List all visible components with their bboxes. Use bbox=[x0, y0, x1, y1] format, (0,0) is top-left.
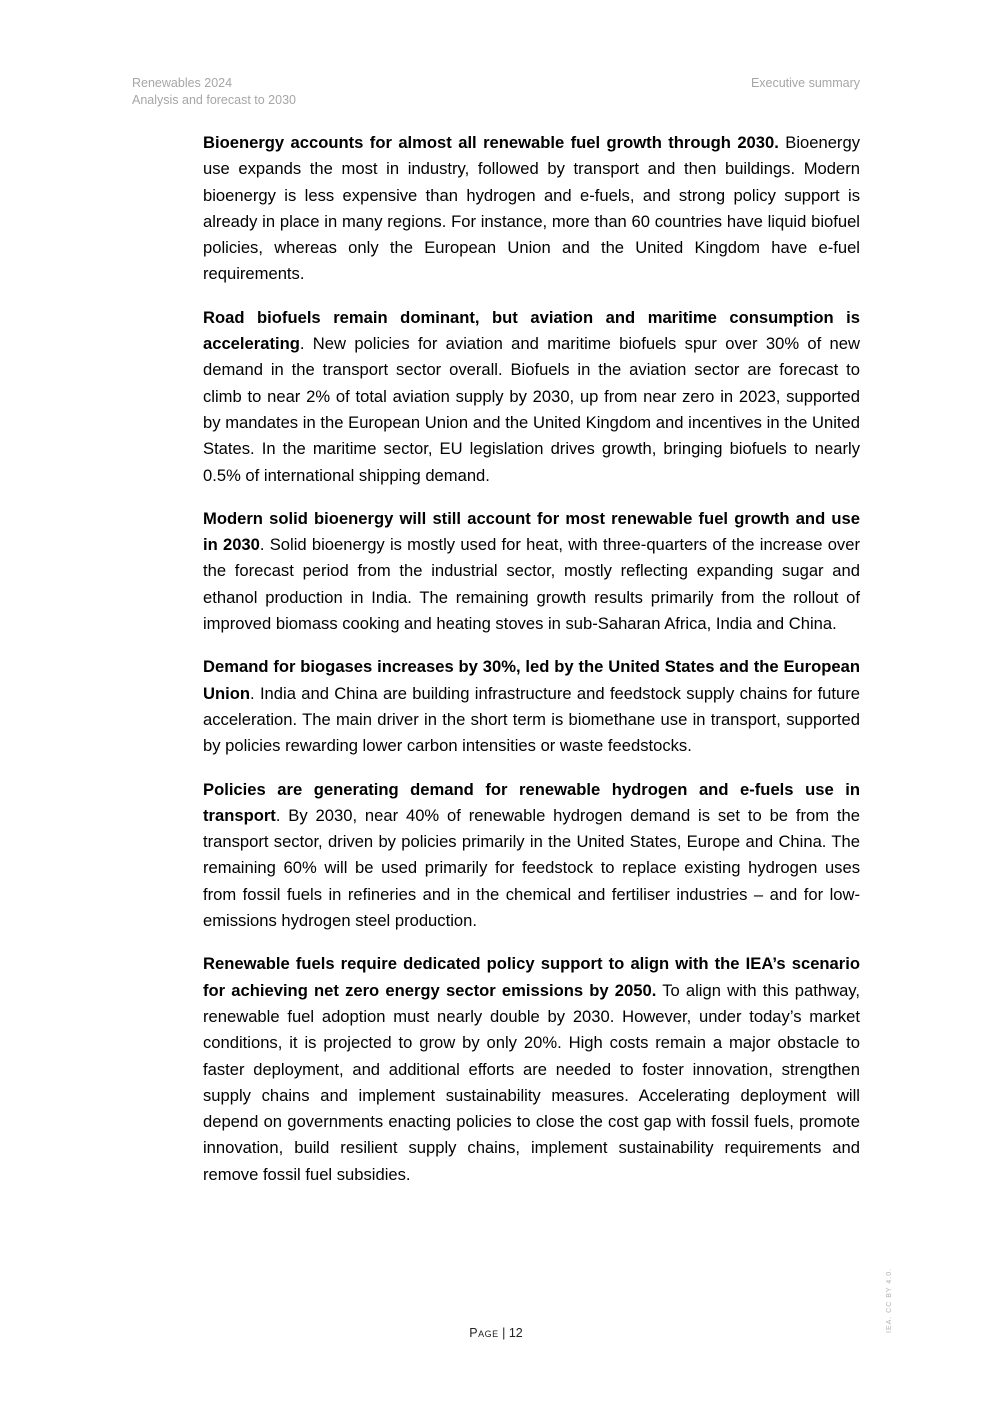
page-label: Page bbox=[469, 1326, 499, 1340]
paragraph-lead: Demand for biogases increases by 30%, led by the United States and the European Union bbox=[203, 657, 860, 703]
running-header-left bbox=[132, 75, 296, 109]
paragraph-body: . Solid bioenergy is mostly used for heat, with three-quarters of the increase over the forecast period from the industrial sector, mostly reflecting expanding sugar and ethanol production in India. The remaining growth results primarily from the rollout of improved biomass cooking and heating stoves in sub-Saharan Africa, India and China. bbox=[203, 535, 860, 634]
document-body bbox=[203, 130, 860, 1205]
paragraph-lead: Modern solid bioenergy will still account for most renewable fuel growth and use in 2030 bbox=[203, 508, 860, 555]
paragraph-lead: Bioenergy accounts for almost all renewable fuel growth through 2030. bbox=[203, 133, 779, 152]
paragraph-road-biofuels bbox=[203, 305, 860, 489]
paragraph-lead: Renewable fuels require dedicated policy support to align with the IEA’s scenario for achieving net zero energy sector emissions by 2050. bbox=[203, 954, 860, 1000]
paragraph-bioenergy bbox=[203, 130, 860, 288]
page-number: 12 bbox=[508, 1326, 523, 1340]
license-notice: IEA. CC BY 4.0. bbox=[886, 1267, 893, 1333]
report-subtitle: Analysis and forecast to 2030 bbox=[132, 93, 296, 107]
section-title: Executive summary bbox=[750, 76, 860, 90]
page-separator: | bbox=[498, 1326, 509, 1340]
paragraph-solid-bioenergy bbox=[203, 506, 860, 637]
report-title: Renewables 2024 bbox=[132, 76, 233, 90]
paragraph-biogases bbox=[203, 654, 860, 759]
paragraph-body: . New policies for aviation and maritime biofuels spur over 30% of new demand in the transport sector overall. Biofuels in the aviation sector are forecast to climb to near 2% of total aviation supply by 2030, up from near zero in 2023, supported by mandates in the European Union and the United Kingdom and incentives in the United States. In the maritime sector, EU legislation drives growth, bringing biofuels to nearly 0.5% of international shipping demand. bbox=[203, 334, 860, 485]
page-number-footer bbox=[0, 1326, 992, 1340]
paragraph-body: To align with this pathway, renewable fuel adoption must nearly double by 2030. However, under today’s market conditions, it is projected to grow by only 20%. High costs remain a major obstacle to faster deployment, and additional efforts are needed to foster innovation, strengthen supply chains and implement sustainability measures. Accelerating deployment will depend on governments enacting policies to close the cost gap with fossil fuels, promote innovation, build resilient supply chains, implement sustainability requirements and remove fossil fuel subsidies. bbox=[203, 980, 860, 1184]
paragraph-body: . By 2030, near 40% of renewable hydrogen demand is set to be from the transport sector, driven by policies primarily in the United States, Europe and China. The remaining 60% will be used primarily for feedstock to replace existing hydrogen uses from fossil fuels in refineries and in the chemical and fertiliser industries – and for low-emissions hydrogen steel production. bbox=[203, 805, 860, 931]
paragraph-body: . India and China are building infrastructure and feedstock supply chains for future acceleration. The main driver in the short term is biomethane use in transport, supported by policies rewarding lower carbon intensities or waste feedstocks. bbox=[203, 683, 860, 756]
paragraph-hydrogen bbox=[203, 777, 860, 935]
paragraph-policy-support bbox=[203, 951, 860, 1188]
paragraph-lead: Road biofuels remain dominant, but aviation and maritime consumption is accelerating bbox=[203, 307, 860, 354]
paragraph-body: Bioenergy use expands the most in industry, followed by transport and then buildings. Modern bioenergy is less expensive than hydrogen and e-fuels, and strong policy support is already in place in many regions. For instance, more than 60 countries have liquid biofuel policies, whereas only the European Union and the United Kingdom have e-fuel requirements. bbox=[203, 133, 860, 284]
paragraph-lead: Policies are generating demand for renewable hydrogen and e-fuels use in transport bbox=[203, 779, 860, 825]
